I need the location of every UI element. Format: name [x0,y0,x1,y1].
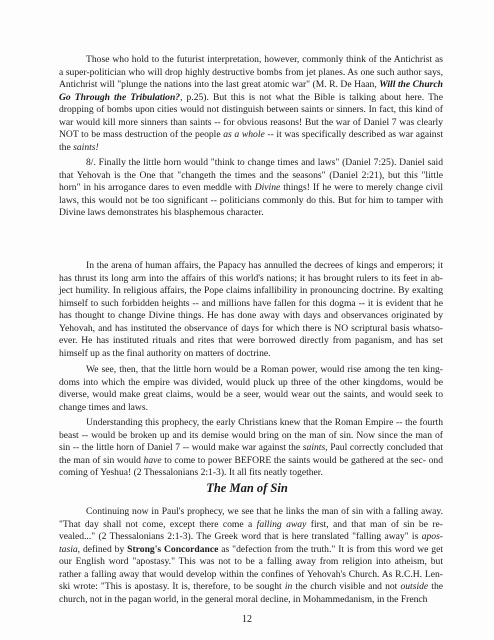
p4-text: We see, then, that the little horn would be a Roman power, would rise among the ten king- doms into which the empire was divided, would pluck up three of the other kingdoms, would be diverse, would make great claims, would be a seer, would wear out the saints, and would seek to change times and laws. [59,364,443,413]
p5-emphasis-2: have [143,454,162,466]
p1-emphasis-2: saints! [73,141,99,153]
p6-emphasis-2: apos- tasia [59,531,443,555]
page-number: 12 [242,614,252,625]
p6-text-f: the church, not in the pagan world, in the general moral decline, in Mohammedanism, in the French [59,581,443,605]
p5-text-c: to come to power BEFORE the saints would be gathered at the sec- ond coming of Yeshua! (2 Thessalonians 2:1-3). It all fits neatly together. [59,454,444,479]
p6-emphasis-4: outside [400,581,429,593]
paragraph-1 [59,54,443,154]
p3-text: In the arena of human affairs, the Papacy has annulled the decrees of kings and emperors; it has thrust its long arm into the affairs of this world's nations; it has brought rulers to its feet in ab- ject humility. In religious affairs, the Pope claims infallibility in pronouncing doctrine. By exalting himself to such forbidden heights -- and millions have fallen for this dogma -- it is evident that he has thought to change Divine things. He has done away with days and observances originated by Yehovah, and has instituted the observance of days for which there is NO scriptural basis whatso- ever. He has instituted rituals and rites that were borrowed directly from paganism, and has set himself up as the final authority on matters of doctrine. [59,260,443,359]
p6-text-a: Continuing now in Paul's prophecy, we see that he links the man of sin with a falling away. "That day shall not come, except there come a [59,506,443,530]
p6-text-d: as "defection from the truth." It is from this word we get our English word "apostasy." This was not to be a falling away from religion into atheism, but rather a falling away that would develop within the confines of Yehovah's Church. As R.C.H. Len- ski wrote: "This is apostasy. It is, therefore, to be sought [59,543,444,593]
p2-emphasis: Divine [254,182,281,194]
p2-text-a: 8/. Finally the little horn would "think to change times and laws" (Daniel 7:25). Daniel said that Yehovah is the One that "changeth the times and the seasons" (Daniel 2:21), but this "little horn" in his arrogance dares to even meddle with [59,157,443,194]
paragraph-2 [59,157,443,220]
p1-book-title: Will the Church Go Through the Tribulation? [59,79,444,103]
paragraph-6 [59,506,443,606]
p6-emphasis-3: in [284,581,293,593]
paragraph-5 [59,417,443,480]
p1-text-a: Those who hold to the futurist interpretation, however, commonly think of the Antichrist as a super-politician who will drop highly destructive bombs from jet planes. As one such author says, Antichrist will "plunge the nations into the last great atomic war" (M. R. De Haan, [59,54,443,91]
p6-emphasis-1: falling away [256,518,307,530]
p6-text-e: the church visible and not [292,581,401,593]
p1-text-b: , p.25). But this is not what the Bible is talking about here. The dropping of bombs upon cities would not distinguish between saints or sinners. In fact, this kind of war would kill more sinners than saints -- for obvious reasons! But the war of Daniel 7 was clearly NOT to be mass destruction of the people [59,91,443,141]
p5-text-a: Understanding this prophecy, the early Christians knew that the Roman Empire -- the fourth beast -- would be broken up and its demise would bring on the man of sin. Now since the man of sin -- the little horn of Daniel 7 -- would make war against the [59,417,443,454]
p5-text-b: , Paul correctly concluded that the man of sin would [59,442,443,466]
p1-text-c: -- it was specifically described as war against the [59,129,443,153]
p1-emphasis-1: as a whole [223,129,265,141]
p6-text-b: first, and that man of sin be re- vealed..." (2 Thessalonians 2:1-3). The Greek word that is here translated "falling away" is [59,518,444,543]
p2-text-b: things! If he were to merely change civil laws, this would not be too significant -- politicians commonly do this. But for him to tamper with Divine laws demonstrates his blasphemous character. [59,182,443,219]
paragraph-4 [59,364,443,414]
paragraph-3 [59,260,443,360]
section-heading: The Man of Sin [206,481,288,495]
p6-strong: Strong's Concordance [127,543,219,555]
p5-emphasis-1: saints [302,442,326,454]
p6-text-c: , defined by [77,543,128,555]
